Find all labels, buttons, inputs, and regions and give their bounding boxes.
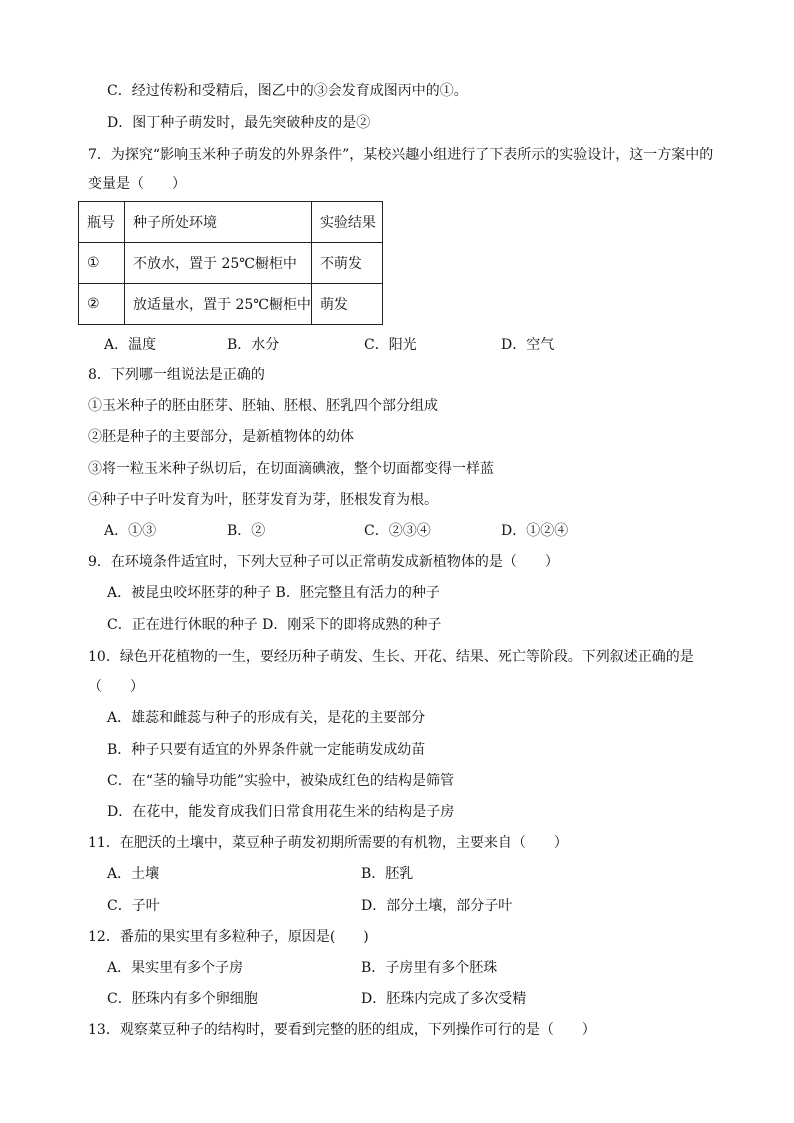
q6-option-c: C．经过传粉和受精后，图乙中的③会发育成图丙中的①。 [107, 83, 468, 99]
table-cell: 不萌发 [311, 243, 382, 284]
q8-option-b: B．② [227, 523, 266, 539]
q10-option-a: A．雄蕊和雌蕊与种子的形成有关，是花的主要部分 [107, 710, 426, 726]
q8-stem: 8．下列哪一组说法是正确的 [88, 367, 265, 383]
q12-option-a: A．果实里有多个子房 [107, 960, 244, 976]
q9-options-line2: C．正在进行休眠的种子 D．刚采下的即将成熟的种子 [107, 617, 442, 633]
q7-option-a: A．温度 [104, 337, 157, 353]
q8-statement-3: ③将一粒玉米种子纵切后，在切面滴碘液，整个切面都变得一样蓝 [88, 461, 494, 477]
q8-statement-4: ④种子中子叶发育为叶，胚芽发育为芽，胚根发育为根。 [88, 492, 438, 508]
table-row [79, 243, 383, 284]
q12-stem: 12．番茄的果实里有多粒种子，原因是( ) [88, 929, 369, 945]
q12-option-c: C．胚珠内有多个卵细胞 [107, 991, 258, 1007]
q11-option-c: C．子叶 [107, 898, 160, 914]
q7-stem-line1: 7．为探究“影响玉米种子萌发的外界条件”，某校兴趣小组进行了下表所示的实验设计，这一方案中的 [88, 147, 714, 163]
q12-option-b: B．子房里有多个胚珠 [361, 960, 498, 976]
q7-stem-line2: 变量是（ ） [88, 176, 186, 192]
q8-option-c: C．②③④ [364, 523, 431, 539]
q10-option-c: C．在“茎的输导功能”实验中，被染成红色的结构是筛管 [107, 773, 455, 789]
q7-experiment-table [78, 201, 383, 325]
q6-option-d: D．图丁种子萌发时，最先突破种皮的是② [107, 115, 371, 131]
table-header-row [79, 202, 383, 243]
q8-option-a: A．①③ [104, 523, 157, 539]
q11-option-d: D．部分土壤，部分子叶 [361, 898, 513, 914]
q8-option-d: D．①②④ [501, 523, 569, 539]
q11-stem: 11．在肥沃的土壤中，菜豆种子萌发初期所需要的有机物，主要来自（ ） [88, 835, 568, 851]
q10-stem-line1: 10．绿色开花植物的一生，要经历种子萌发、生长、开花、结果、死亡等阶段。下列叙述正确的是 [88, 649, 694, 665]
table-header-cell: 种子所处环境 [125, 202, 312, 243]
q7-option-c: C．阳光 [364, 337, 417, 353]
table-cell: 萌发 [311, 284, 382, 325]
table-row [79, 284, 383, 325]
q10-option-d: D．在花中，能发育成我们日常食用花生米的结构是子房 [107, 804, 455, 820]
q7-option-b: B．水分 [227, 337, 280, 353]
table-header-cell: 瓶号 [79, 202, 125, 243]
q10-stem-line2: （ ） [88, 679, 144, 695]
table-header-cell: 实验结果 [311, 202, 382, 243]
q10-option-b: B．种子只要有适宜的外界条件就一定能萌发成幼苗 [107, 742, 426, 758]
q11-option-a: A．土壤 [107, 866, 160, 882]
table-cell: ② [79, 284, 125, 325]
table-cell: ① [79, 243, 125, 284]
q11-option-b: B．胚乳 [361, 866, 414, 882]
q13-stem: 13．观察菜豆种子的结构时，要看到完整的胚的组成，下列操作可行的是（ ） [88, 1022, 596, 1038]
q9-options-line1: A．被昆虫咬坏胚芽的种子 B．胚完整且有活力的种子 [107, 585, 440, 601]
q8-statement-2: ②胚是种子的主要部分，是新植物体的幼体 [88, 429, 354, 445]
table-cell: 不放水，置于 25℃橱柜中 [125, 243, 312, 284]
table-cell: 放适量水，置于 25℃橱柜中 [125, 284, 312, 325]
q12-option-d: D．胚珠内完成了多次受精 [361, 991, 527, 1007]
q8-statement-1: ①玉米种子的胚由胚芽、胚轴、胚根、胚乳四个部分组成 [88, 398, 438, 414]
q7-option-d: D．空气 [501, 337, 555, 353]
q9-stem: 9．在环境条件适宜时，下列大豆种子可以正常萌发成新植物体的是（ ） [88, 554, 559, 570]
